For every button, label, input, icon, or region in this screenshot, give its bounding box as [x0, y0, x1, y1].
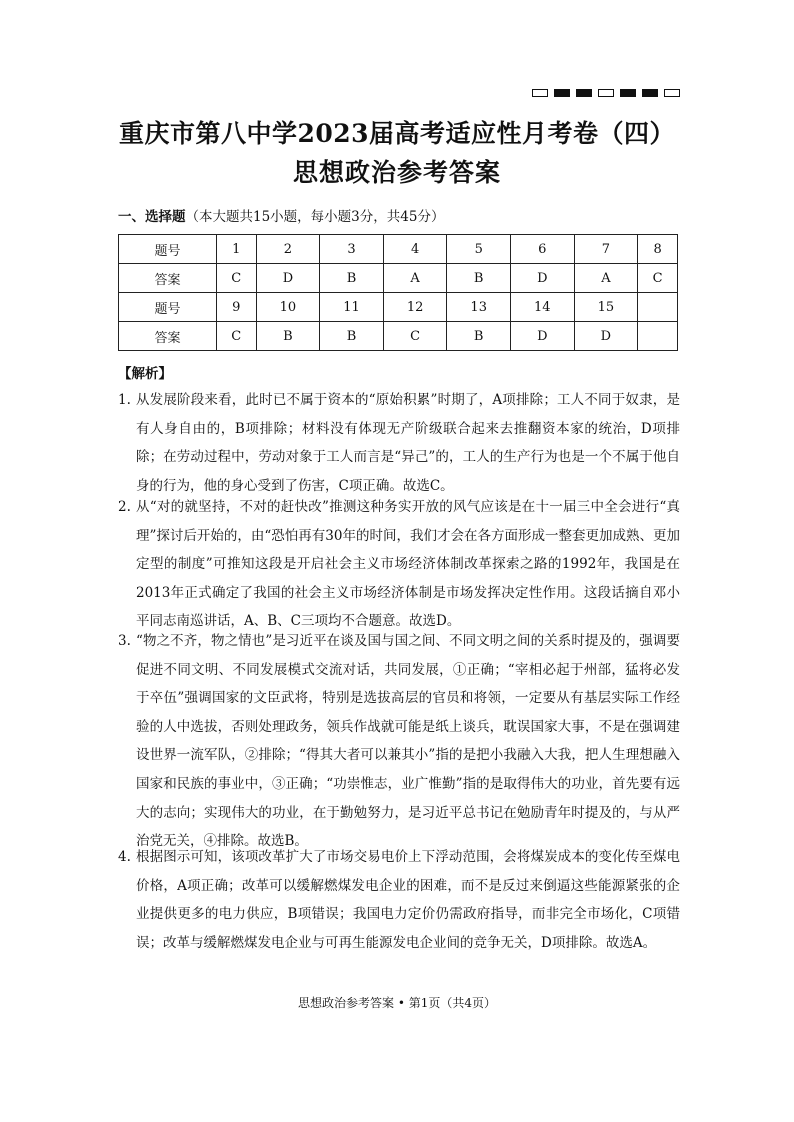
- item-number: 1.: [118, 392, 131, 408]
- item-text: 从“对的就坚持，不对的赶快改”推测这种务实开放的风气应该是在十一届三中全会进行“真理”探讨后开始的，由“恐怕再有30年的时间，我们才会在各方面形成一整套更加成熟、更加定型的制度”可推知这段是开启社会主义市场经济体制改革探索之路的1992年，我国是在2013年正式确定了我国的社会主义市场经济体制是市场发挥决定性作用。这段话摘自邓小平同志南巡讲话，A、B、C三项均不合题意。故选D。: [136, 499, 680, 630]
- analysis-item-2: [118, 493, 680, 636]
- section-heading: [118, 205, 444, 225]
- table-cell: B: [320, 322, 384, 351]
- code-mark: [664, 89, 680, 97]
- table-cell: A: [383, 264, 447, 293]
- document-subtitle: 思想政治参考答案: [292, 158, 501, 187]
- table-cell: 8: [638, 235, 678, 264]
- table-cell: B: [447, 264, 511, 293]
- item-text: “物之不齐，物之情也”是习近平在谈及国与国之间、不同文明之间的关系时提及的，强调要促进不同文明、不同发展模式交流对话，共同发展，①正确；“宰相必起于州部，猛将必发于卒伍”强调国家的文臣武将，特别是选拔高层的官员和将领，一定要从有基层实际工作经验的人中选拔，否则处理政务，领兵作战就可能是纸上谈兵，耽误国家大事，不是在强调建设世界一流军队，②排除；“得其大者可以兼其小”指的是把小我融入大我，把人生理想融入国家和民族的事业中，③正确；“功崇惟志，业广惟勤”指的是取得伟大的功业，首先要有远大的志向；实现伟大的功业，在于勤勉努力，是习近平总书记在勉励青年时提及的，与从严治党无关，④排除。故选B。: [136, 633, 680, 850]
- item-number: 3.: [118, 633, 131, 649]
- table-cell: 12: [383, 293, 447, 322]
- table-cell: 5: [447, 235, 511, 264]
- code-mark: [620, 89, 636, 97]
- code-mark: [576, 89, 592, 97]
- answer-table: [118, 234, 678, 351]
- table-cell: 3: [320, 235, 384, 264]
- code-mark: [532, 89, 548, 97]
- table-cell: 14: [511, 293, 575, 322]
- table-cell: A: [574, 264, 638, 293]
- document-title: 重庆市第八中学2023届高考适应性月考卷（四）: [118, 119, 676, 148]
- table-row: [119, 264, 678, 293]
- table-cell: 7: [574, 235, 638, 264]
- analysis-heading: 【解析】: [118, 366, 172, 382]
- table-cell: C: [216, 322, 256, 351]
- table-cell: B: [447, 322, 511, 351]
- code-mark: [598, 89, 614, 97]
- table-cell: 15: [574, 293, 638, 322]
- table-cell: 4: [383, 235, 447, 264]
- analysis-item-1: [118, 386, 680, 500]
- table-cell: [638, 322, 678, 351]
- table-cell: 1: [216, 235, 256, 264]
- row-header-cell: 题号: [119, 235, 217, 264]
- item-number: 4.: [118, 849, 131, 865]
- item-text: 根据图示可知，该项改革扩大了市场交易电价上下浮动范围，会将煤炭成本的变化传至煤电价格，A项正确；改革可以缓解燃煤发电企业的困难，而不是反过来倒逼这些能源紧张的企业提供更多的电力供应，B项错误；我国电力定价仍需政府指导，而非完全市场化，C项错误；改革与缓解燃煤发电企业与可再生能源发电企业间的竞争无关，D项排除。故选A。: [136, 849, 680, 951]
- table-cell: D: [256, 264, 320, 293]
- section-note: （本大题共15小题，每小题3分，共45分）: [185, 209, 445, 225]
- code-mark: [642, 89, 658, 97]
- table-cell: [638, 293, 678, 322]
- table-cell: C: [638, 264, 678, 293]
- table-cell: 9: [216, 293, 256, 322]
- table-cell: C: [383, 322, 447, 351]
- table-row: [119, 235, 678, 264]
- item-number: 2.: [118, 499, 131, 515]
- row-header-cell: 题号: [119, 293, 217, 322]
- table-row: [119, 322, 678, 351]
- row-header-cell: 答案: [119, 322, 217, 351]
- table-cell: 6: [511, 235, 575, 264]
- analysis-item-4: [118, 843, 680, 957]
- page-footer: 思想政治参考答案 • 第1页（共4页）: [298, 996, 496, 1010]
- section-title: 一、选择题: [118, 209, 186, 225]
- table-cell: 13: [447, 293, 511, 322]
- row-header-cell: 答案: [119, 264, 217, 293]
- code-mark: [554, 89, 570, 97]
- table-cell: 2: [256, 235, 320, 264]
- table-cell: 11: [320, 293, 384, 322]
- paper-code-marks: [532, 89, 680, 97]
- table-row: [119, 293, 678, 322]
- table-cell: D: [574, 322, 638, 351]
- table-cell: B: [256, 322, 320, 351]
- table-cell: B: [320, 264, 384, 293]
- analysis-item-3: [118, 627, 680, 856]
- table-cell: D: [511, 264, 575, 293]
- table-cell: 10: [256, 293, 320, 322]
- item-text: 从发展阶段来看，此时已不属于资本的“原始积累”时期了，A项排除；工人不同于奴隶，是有人身自由的，B项排除；材料没有体现无产阶级联合起来去推翻资本家的统治，D项排除；在劳动过程中，劳动对象于工人而言是“异己”的，工人的生产行为也是一个不属于他自身的行为，他的身心受到了伤害，C项正确。故选C。: [136, 392, 680, 494]
- table-cell: D: [511, 322, 575, 351]
- table-cell: C: [216, 264, 256, 293]
